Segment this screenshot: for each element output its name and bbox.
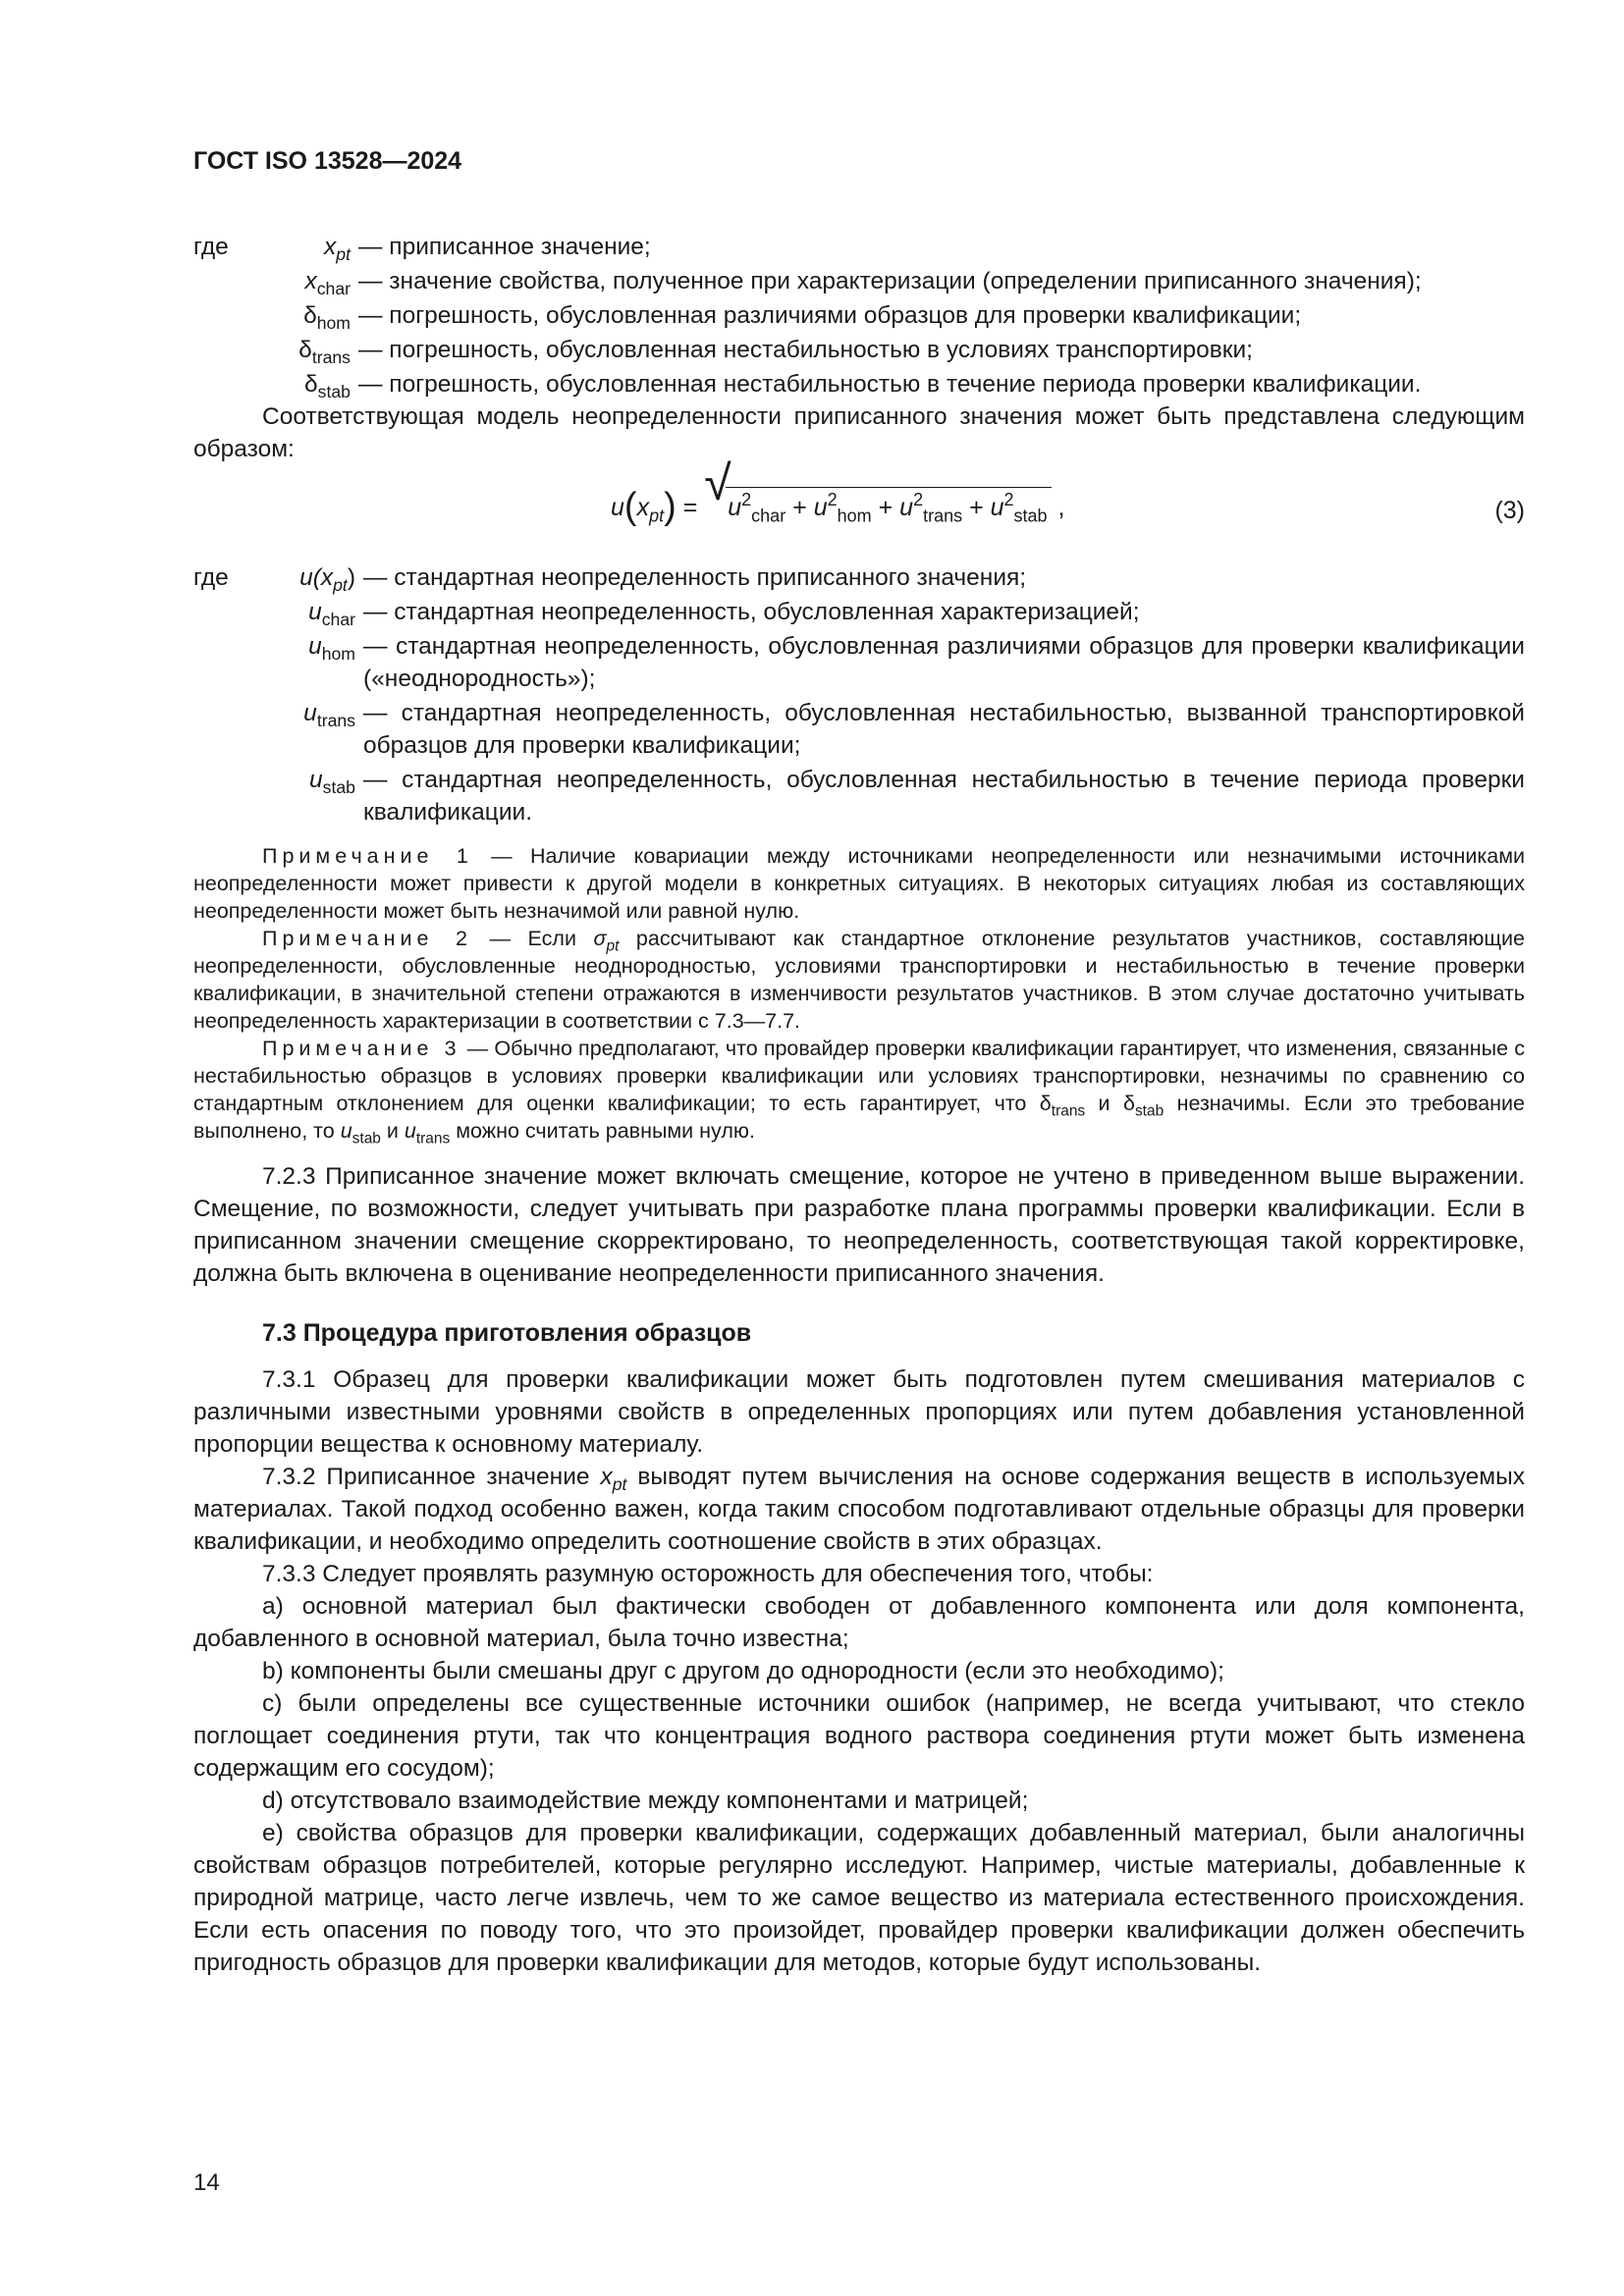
definitions-list-2 [193, 561, 1525, 828]
definition-term: $u_{char}$ [308, 599, 355, 630]
paragraph-7-3-1: 7.3.1 Образец для проверки квалификации может быть подготовлен путем смешивания материалов с различными известными уровнями свойств в определенных пропорциях или путем добавления установленной пропорции вещества к основному материалу. [193, 1366, 1525, 1458]
model-intro-paragraph: Соответствующая модель неопределенности приписанного значения может быть представлена следующим образом: [193, 403, 1525, 462]
square-root: √ $u^2_{char} + u^2_{hom} + u^2_{trans} + u^2_{stab}$ [704, 487, 1051, 524]
note-3: Примечание 3 — Обычно предполагают, что провайдер проверки квалификации гарантирует, что изменения, связанные с нестабильностью образцов в условиях проверки квалификации или условиях транспортировки, незначимы по сравнению со стандартным отклонением для оценки квалификации; то есть гарантирует, что $\delta_{trans}$ и $\delta_{stab}$ незначимы. Если это требование выполнено, то $u_{stab}$ и $u_{trans}$ можно считать равными нулю. [193, 1037, 1526, 1148]
definition-text: — стандартная неопределенность, обусловленная различиями образцов для проверки квалификации («неоднородность»); [363, 633, 1525, 692]
paragraph-7-3-2: 7.3.2 Приписанное значение $x_{pt}$ выводят путем вычисления на основе содержания веществ в используемых материалах. Такой подход особенно важен, когда таким способом подготавливают отдельные образцы для проверки квалификации, и необходимо определить соотношение свойств в этих образцах. [193, 1464, 1525, 1555]
paragraph-7-2-3: 7.2.3 Приписанное значение может включать смещение, которое не учтено в приведенном выше выражении. Смещение, по возможности, следует учитывать при разработке плана программы проверки квалификации. Если в приписанном значении смещение скорректировано, то неопределенность, соответствующая такой корректировке, должна быть включена в оценивание неопределенности приписанного значения. [193, 1163, 1525, 1287]
definition-text: — стандартная неопределенность приписанного значения; [363, 564, 1027, 591]
page-content [193, 231, 1525, 1979]
definition-term: где $x_{pt}$ [193, 234, 351, 265]
definition-text: — погрешность, обусловленная нестабильностью в течение периода проверки квалификации. [358, 371, 1422, 398]
definition-term: $u_{hom}$ [308, 633, 355, 665]
paragraph-7-3-3: 7.3.3 Следует проявлять разумную осторожность для обеспечения того, чтобы: [262, 1561, 1154, 1587]
definition-text: — стандартная неопределенность, обусловленная нестабильностью в течение периода проверки квалификации. [363, 767, 1525, 826]
note-2: Примечание 2 — Если $\sigma_{pt}$ рассчитывают как стандартное отклонение результатов участников, составляющие неопределенности, обусловленные неоднородностью, условиями транспортировки и нестабильностью в течение проверки квалификации, в значительной степени отражаются в изменчивости результатов участников. В этом случае достаточно учитывать неопределенность характеризации в соответствии с 7.3—7.7. [193, 927, 1525, 1033]
formula-number: (3) [1494, 497, 1525, 524]
notes-block [193, 842, 1526, 1148]
list-item-c: c) были определены все существенные источники ошибок (например, не всегда учитывают, что стекло поглощает соединения ртути, так что концентрация водного раствора соединения ртути может быть изменена содержащим его сосудом); [193, 1690, 1525, 1782]
running-header: ГОСТ ISO 13528—2024 [193, 147, 462, 175]
page-number: 14 [193, 2169, 220, 2196]
list-item-a: а) основной материал был фактически свободен от добавленного компонента или доля компонента, добавленного в основной материал, была точно известна; [193, 1593, 1525, 1652]
definition-text: — значение свойства, полученное при характеризации (определении приписанного значения); [358, 268, 1422, 294]
definition-text: — приписанное значение; [358, 234, 651, 260]
definition-text: — погрешность, обусловленная различиями образцов для проверки квалификации; [358, 302, 1302, 329]
list-item-d: d) отсутствовало взаимодействие между компонентами и матрицей; [262, 1788, 1029, 1814]
section-heading-7-3: 7.3 Процедура приготовления образцов [262, 1319, 752, 1347]
list-item-e: e) свойства образцов для проверки квалификации, содержащих добавленный материал, были аналогичны свойствам образцов потребителей, которые регулярно исследуют. Например, чистые материалы, добавленные к природной матрице, часто легче извлечь, чем то же самое вещество из материала естественного происхождения. Если есть опасения по поводу того, что это произойдет, провайдер проверки квалификации должен обеспечить пригодность образцов для проверки квалификации для методов, которые будут использованы. [193, 1820, 1525, 1976]
formula-3 [193, 455, 1525, 550]
definitions-list-1 [193, 231, 1525, 400]
note-1: Примечание 1 — Наличие ковариации между источниками неопределенности или незначимыми источниками неопределенности может привести к другой модели в конкретных ситуациях. В некоторых ситуациях любая из составляющих неопределенности может быть незначимой или равной нулю. [193, 844, 1525, 923]
formula-expression: $u(x_{pt})$ = √ $u^2_{char} + u^2_{hom} + u^2_{trans} + u^2_{stab}$ , [611, 455, 1065, 527]
definition-term: $\delta_{stab}$ [304, 371, 351, 402]
definition-term: $\delta_{hom}$ [303, 302, 351, 334]
definition-term: $\delta_{trans}$ [298, 337, 351, 368]
list-item-b: b) компоненты были смешаны друг с другом до однородности (если это необходимо); [262, 1658, 1224, 1684]
definition-text: — стандартная неопределенность, обусловленная нестабильностью, вызванной транспортировкой образцов для проверки квалификации; [363, 700, 1525, 759]
definition-term: $u_{stab}$ [309, 767, 355, 798]
definition-term: $x_{char}$ [304, 268, 351, 299]
definition-text: — погрешность, обусловленная нестабильностью в условиях транспортировки; [358, 337, 1253, 363]
definition-term: $u_{trans}$ [303, 700, 355, 731]
definition-text: — стандартная неопределенность, обусловленная характеризацией; [363, 599, 1140, 625]
definition-term: где $u(x_{pt})$ [193, 564, 355, 596]
